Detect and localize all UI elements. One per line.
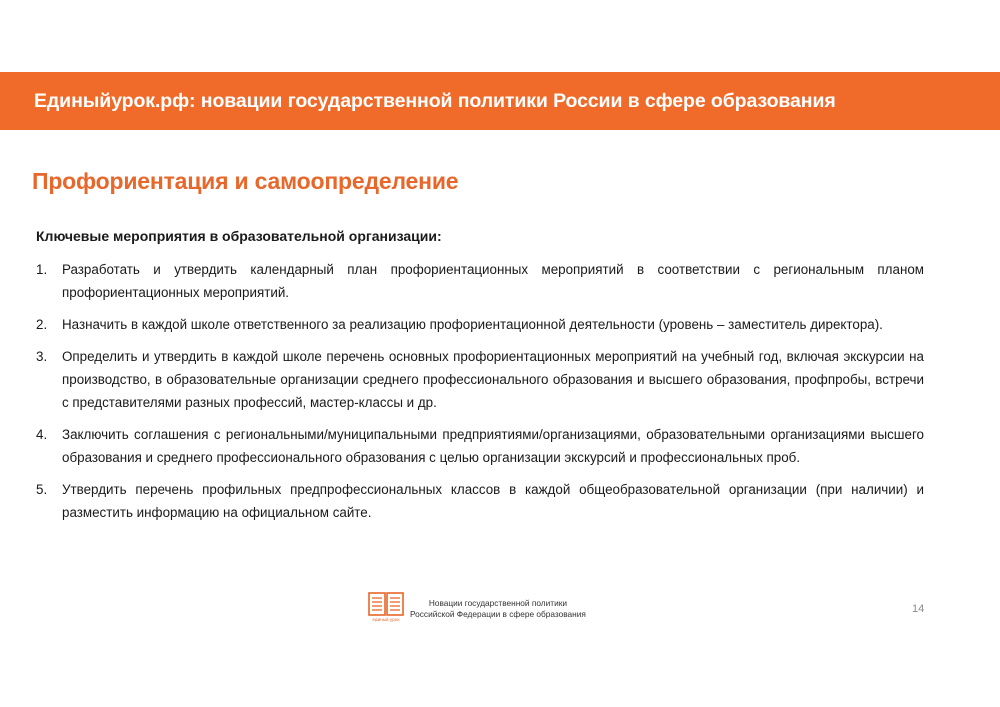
- list-item: [36, 423, 924, 469]
- list-item-number: 4.: [36, 427, 48, 442]
- list-item-number: 5.: [36, 482, 48, 497]
- list-item: [36, 313, 924, 336]
- list-item: [36, 258, 924, 304]
- list-item-text: Определить и утвердить в каждой школе перечень основных профориентационных мероприятий на учебный год, включая экскурсии на производство, в образовательные организации среднего профессионального образования и высшего образования, профпробы, встречи с представителями разных профессий, мастер-классы и др.: [62, 349, 924, 410]
- section-title: Профориентация и самоопределение: [32, 168, 459, 194]
- list-item: [36, 478, 924, 524]
- page-number: 14: [912, 603, 925, 615]
- book-logo-icon: [368, 592, 404, 622]
- list-item-text: Разработать и утвердить календарный план профориентационных мероприятий в соответствии с региональным планом профориентационных мероприятий.: [62, 262, 924, 300]
- footer-caption: [410, 598, 586, 620]
- list-item-number: 1.: [36, 262, 48, 277]
- header-title: Единыйурок.рф: новации государственной политики России в сфере образования: [34, 89, 836, 112]
- intro-heading: Ключевые мероприятия в образовательной организации:: [36, 228, 442, 244]
- list-item-number: 3.: [36, 349, 48, 364]
- list-item-text: Назначить в каждой школе ответственного за реализацию профориентационной деятельности (уровень – заместитель директора).: [62, 317, 883, 332]
- list-item-text: Заключить соглашения с региональными/муниципальными предприятиями/организациями, образовательными организациями высшего образования и среднего профессионального образования с целью организации экскурсий и профессиональных проб.: [62, 427, 924, 465]
- footer-line-2: Российской Федерации в сфере образования: [410, 609, 586, 619]
- footer-line-1: Новации государственной политики: [428, 598, 567, 608]
- measures-list: [36, 258, 924, 533]
- header-bar: [0, 72, 1000, 130]
- list-item-text: Утвердить перечень профильных предпрофессиональных классов в каждой общеобразовательной организации (при наличии) и разместить информацию на официальном сайте.: [62, 482, 924, 520]
- logo-caption: единый урок: [372, 617, 400, 622]
- list-item-number: 2.: [36, 317, 48, 332]
- list-item: [36, 345, 924, 414]
